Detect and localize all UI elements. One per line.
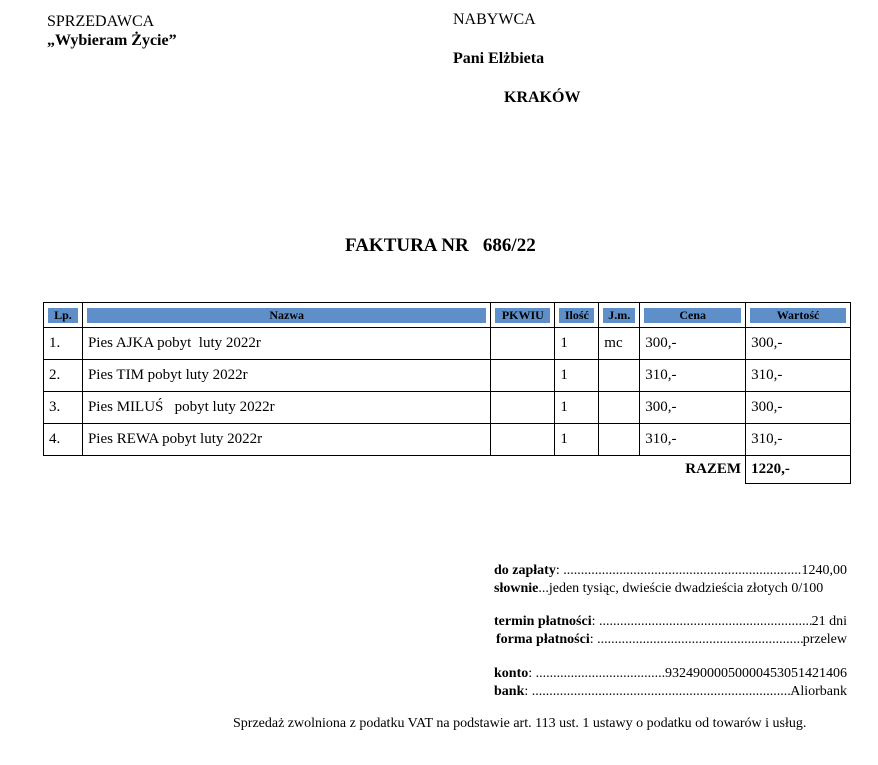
bank-block bbox=[494, 665, 847, 701]
invoice-items-table bbox=[43, 302, 851, 484]
leader-dots bbox=[536, 665, 665, 683]
slownie-value: ...jeden tysiąc, dwieście dwadzieścia złotych 0/100 bbox=[538, 581, 824, 596]
header-cena: Cena bbox=[640, 303, 746, 328]
konto-value: 93249000050000453051421406 bbox=[665, 666, 847, 681]
header-nazwa: Nazwa bbox=[82, 303, 490, 328]
cell-ilosc: 1 bbox=[555, 328, 599, 360]
cell-cena: 310,- bbox=[640, 424, 746, 456]
cell-ilosc: 1 bbox=[555, 424, 599, 456]
cell-nazwa: Pies MILUŚ pobyt luty 2022r bbox=[82, 392, 490, 424]
vat-exemption-note: Sprzedaż zwolniona z podatku VAT na podstawie art. 113 ust. 1 ustawy o podatku od towarów i usług. bbox=[233, 716, 807, 731]
invoice-title: FAKTURA NR 686/22 bbox=[345, 235, 536, 256]
bank-label: bank bbox=[494, 684, 525, 699]
forma-row: forma płatności : ..... przelew bbox=[494, 631, 847, 649]
leader-dots bbox=[597, 631, 803, 649]
leader-dots bbox=[563, 562, 801, 580]
cell-wartosc: 310,- bbox=[746, 424, 851, 456]
cell-ilosc: 1 bbox=[555, 392, 599, 424]
buyer-name: Pani Elżbieta bbox=[453, 50, 545, 67]
cell-pkwiu bbox=[491, 424, 555, 456]
cell-nazwa: Pies AJKA pobyt luty 2022r bbox=[82, 328, 490, 360]
cell-nazwa: Pies TIM pobyt luty 2022r bbox=[82, 360, 490, 392]
cell-wartosc: 300,- bbox=[746, 392, 851, 424]
bank-value: Aliorbank bbox=[790, 684, 847, 699]
do-zaplaty-row: do zapłaty : ..... 1240,00 bbox=[494, 562, 847, 580]
buyer-city: KRAKÓW bbox=[504, 89, 581, 106]
table-total-row bbox=[44, 456, 851, 484]
leader-dots bbox=[532, 683, 790, 701]
cell-wartosc: 310,- bbox=[746, 360, 851, 392]
cell-jm bbox=[599, 360, 640, 392]
konto-row: konto : ..... 93249000050000453051421406 bbox=[494, 665, 847, 683]
header-pkwiu: PKWIU bbox=[491, 303, 555, 328]
cell-cena: 310,- bbox=[640, 360, 746, 392]
cell-pkwiu bbox=[491, 360, 555, 392]
cell-lp: 2. bbox=[44, 360, 83, 392]
header-lp: Lp. bbox=[44, 303, 83, 328]
table-row bbox=[44, 328, 851, 360]
cell-lp: 4. bbox=[44, 424, 83, 456]
header-wartosc: Wartość bbox=[746, 303, 851, 328]
header-jm: J.m. bbox=[599, 303, 640, 328]
header-ilosc: Ilość bbox=[555, 303, 599, 328]
cell-pkwiu bbox=[491, 328, 555, 360]
seller-label: SPRZEDAWCA bbox=[47, 13, 155, 30]
cell-lp: 1. bbox=[44, 328, 83, 360]
forma-value: przelew bbox=[802, 632, 847, 647]
cell-pkwiu bbox=[491, 392, 555, 424]
cell-ilosc: 1 bbox=[555, 360, 599, 392]
table-row bbox=[44, 360, 851, 392]
payment-terms-block bbox=[494, 613, 847, 649]
cell-cena: 300,- bbox=[640, 328, 746, 360]
total-label: RAZEM bbox=[685, 461, 742, 478]
forma-label: forma płatności bbox=[496, 632, 590, 647]
konto-label: konto bbox=[494, 666, 529, 681]
cell-wartosc: 300,- bbox=[746, 328, 851, 360]
cell-nazwa: Pies REWA pobyt luty 2022r bbox=[82, 424, 490, 456]
payment-amount-block bbox=[494, 562, 847, 598]
cell-lp: 3. bbox=[44, 392, 83, 424]
table-header-row bbox=[44, 303, 851, 328]
cell-jm bbox=[599, 392, 640, 424]
cell-cena: 300,- bbox=[640, 392, 746, 424]
seller-name: „Wybieram Życie” bbox=[47, 32, 177, 49]
do-zaplaty-label: do zapłaty bbox=[494, 563, 556, 578]
bank-row: bank : ..... Aliorbank bbox=[494, 683, 847, 701]
total-value: 1220,- bbox=[746, 456, 851, 484]
termin-row: termin płatności : ..... 21 dni bbox=[494, 613, 847, 631]
cell-jm bbox=[599, 424, 640, 456]
table-row bbox=[44, 424, 851, 456]
termin-value: 21 dni bbox=[811, 614, 847, 629]
slownie-row bbox=[494, 580, 847, 598]
table-row bbox=[44, 392, 851, 424]
cell-jm: mc bbox=[599, 328, 640, 360]
slownie-label: słownie bbox=[494, 581, 539, 596]
do-zaplaty-value: 1240,00 bbox=[801, 563, 847, 578]
leader-dots bbox=[599, 613, 812, 631]
buyer-label: NABYWCA bbox=[453, 11, 536, 28]
termin-label: termin płatności bbox=[494, 614, 592, 629]
